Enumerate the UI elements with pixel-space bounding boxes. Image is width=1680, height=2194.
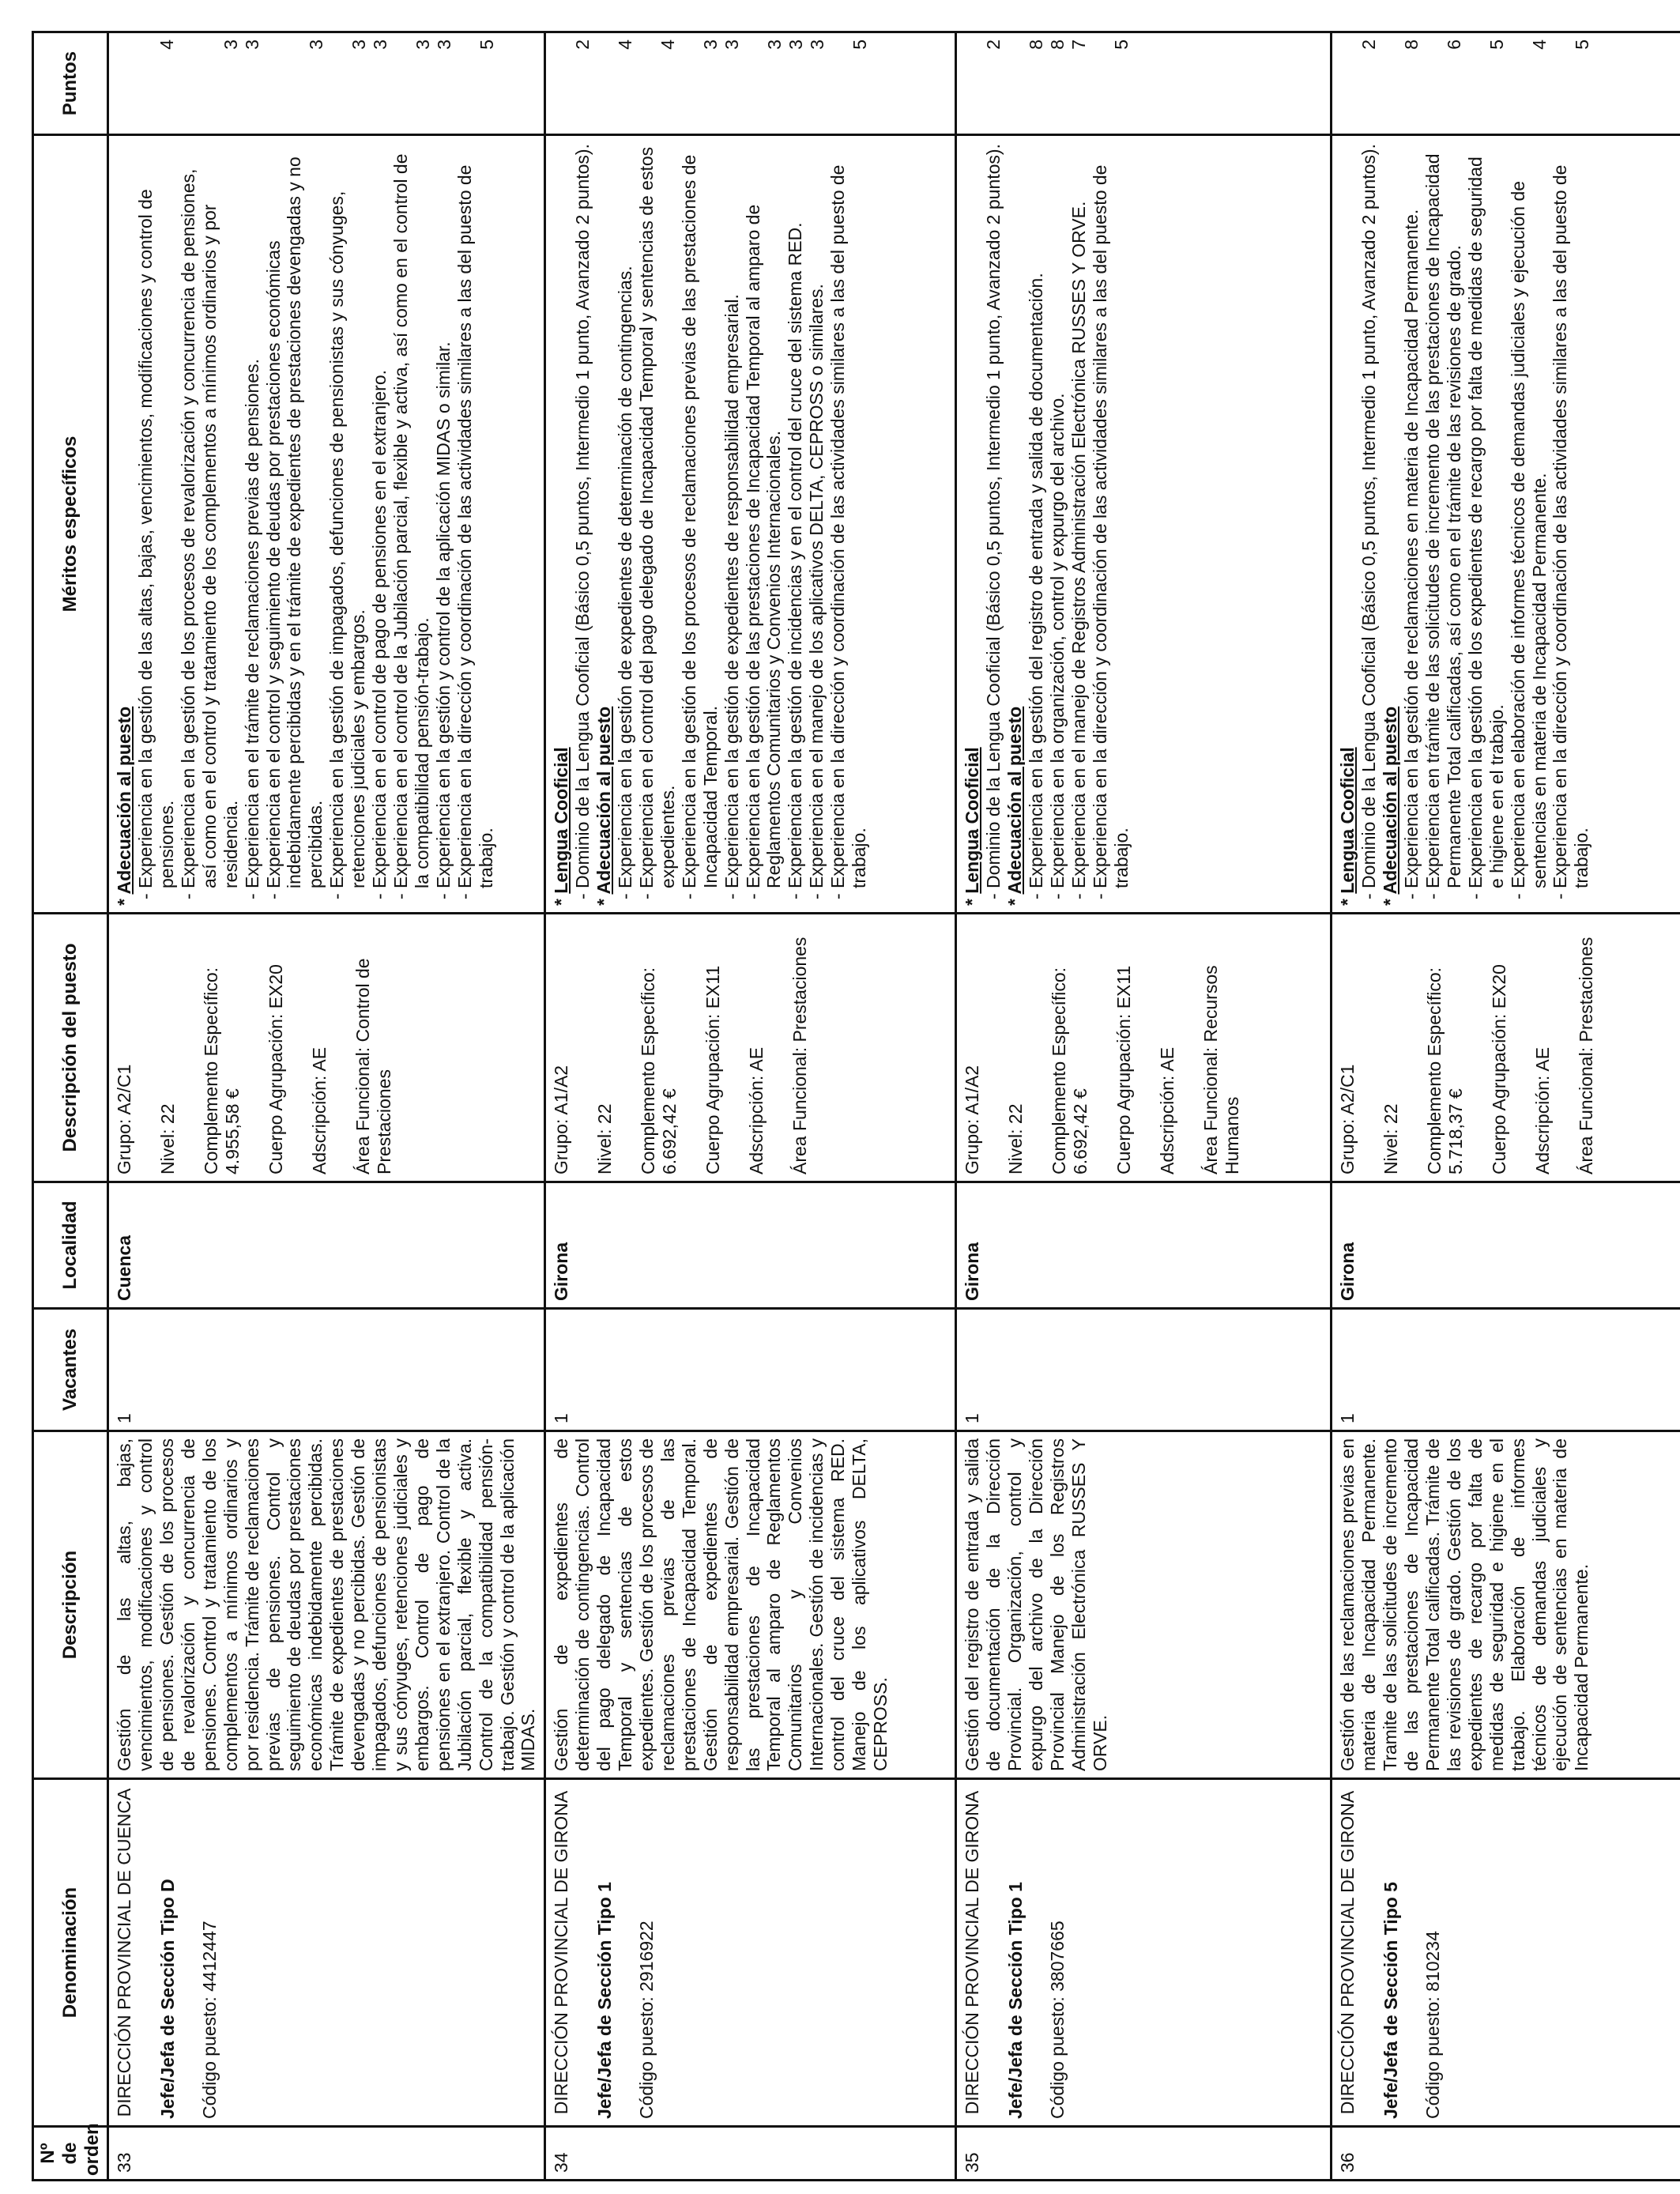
merit-text: Dominio de la Lengua Cooficial (Básico 0,5 puntos, Intermedio 1 punto, Avanzado 2 puntos).: [572, 144, 593, 888]
merit-points: 3: [306, 40, 327, 50]
merit-points: 4: [1529, 40, 1550, 50]
merit-points: 2: [1358, 40, 1380, 50]
merit-points: 6: [1444, 40, 1465, 50]
merit-text: Experiencia en la gestión y control de la aplicación MIDAS o similar.: [432, 341, 454, 888]
merit-text: Experiencia en la gestión de expedientes de determinación de contingencias.: [615, 266, 636, 888]
locality-cell: Cuenca: [108, 1182, 545, 1309]
merit-item: [1401, 142, 1422, 906]
merit-text: Experiencia en la organización, control y expurgo del archivo.: [1046, 393, 1068, 888]
bullet-dash: -: [1401, 888, 1422, 899]
merit-text: Experiencia en el control del pago delegado de Incapacidad Temporal y sentencias de estos expedientes.: [635, 146, 678, 888]
department-name: DIRECCIÓN PROVINCIAL DE GIRONA: [962, 1790, 983, 2115]
merit-points: 3: [434, 40, 455, 50]
merit-points: 3: [242, 40, 263, 50]
position-title: Jefe/Jefa de Sección Tipo D: [157, 1879, 179, 2119]
bullet-star: *: [551, 893, 572, 906]
bullet-dash: -: [177, 888, 198, 899]
position-detail: Nivel: 22: [594, 1103, 616, 1174]
position-detail: Grupo: A1/A2: [551, 1065, 572, 1174]
merit-heading-label: Adecuación al puesto: [1380, 706, 1401, 895]
merit-points: 5: [1111, 40, 1132, 50]
merit-text: Experiencia en la gestión de las prestaciones de Incapacidad Temporal al amparo de Reglamentos Comunitarios y Convenios Internacionales.: [742, 204, 785, 888]
bullet-dash: -: [678, 888, 699, 899]
position-detail: Cuerpo Agrupación: EX20: [1488, 964, 1509, 1174]
position-detail: Grupo: A1/A2: [962, 1065, 983, 1174]
merit-heading-label: Lengua Cooficial: [962, 747, 983, 894]
merit-text: Experiencia en la dirección y coordinación de las actividades similares a las del puesto de trabajo.: [827, 164, 870, 888]
position-details-cell: [108, 914, 545, 1182]
merit-item: [326, 142, 369, 906]
denominacion-cell: [108, 1779, 545, 2127]
merit-heading: [962, 142, 983, 906]
merit-text: Dominio de la Lengua Cooficial (Básico 0,5 puntos, Intermedio 1 punto, Avanzado 2 puntos).: [1358, 144, 1380, 888]
merit-points: 3: [700, 40, 721, 50]
table-row: [956, 32, 1332, 2181]
bullet-dash: -: [1507, 888, 1528, 899]
merit-item: [369, 142, 390, 906]
merit-item: [743, 142, 785, 906]
merit-item: [572, 142, 593, 906]
merit-points: 3: [721, 40, 743, 50]
merit-item: [1068, 142, 1090, 906]
merit-item: [454, 142, 497, 906]
bullet-star: *: [114, 894, 135, 906]
bullet-dash: -: [983, 888, 1004, 899]
position-detail: Cuerpo Agrupación: EX11: [1113, 965, 1134, 1174]
bullet-star: *: [1337, 893, 1358, 906]
description-cell: Gestión de expedientes de determinación de contingencias. Control del pago delegado de Incapacidad Temporal y sentencias de estos expedientes. Gestión de los procesos de reclamaciones previas de las prestaciones de Incapacidad Temporal. Gestión de expedientes de responsabilidad empresarial. Gestión de las prestaciones de Incapacidad Temporal al amparo de Reglamentos Comunitarios y Convenios Internacionales. Gestión de incidencias y control del cruce del sistema RED. Manejo de los aplicativos DELTA, CEPROSS.: [545, 1431, 956, 1779]
position-detail: Complemento Específico: 6.692,42 €: [638, 967, 680, 1174]
merit-points: 8: [1026, 40, 1047, 50]
merit-points: [1337, 40, 1358, 127]
vacancies-cell: 1: [545, 1309, 956, 1431]
bullet-dash: -: [1026, 888, 1047, 899]
merit-points: [593, 40, 615, 127]
row-number: 36: [1332, 2127, 1680, 2181]
denominacion-cell: [956, 1779, 1332, 2127]
position-details-cell: [1332, 914, 1680, 1182]
bullet-dash: -: [326, 888, 348, 899]
merit-item: [1358, 142, 1380, 906]
position-detail: Adscripción: AE: [745, 1046, 767, 1174]
position-detail: Adscripción: AE: [308, 1046, 330, 1174]
merit-text: Experiencia en la gestión de reclamaciones en materia de Incapacidad Permanente.: [1401, 209, 1422, 888]
bullet-star: *: [593, 894, 615, 906]
merit-points: 3: [785, 40, 807, 50]
merit-heading: [1337, 142, 1358, 906]
position-detail: Grupo: A2/C1: [1337, 1064, 1358, 1174]
merit-points: 3: [220, 40, 242, 50]
position-code: Código puesto: 3807665: [1047, 1921, 1068, 2119]
row-number: 34: [545, 2127, 956, 2181]
bullet-dash: -: [369, 888, 390, 899]
bullet-dash: -: [390, 888, 412, 899]
position-detail: Nivel: 22: [1005, 1103, 1026, 1174]
header-vacantes: Vacantes: [33, 1309, 108, 1431]
position-code: Código puesto: 4412447: [199, 1921, 220, 2119]
points-cell: [1332, 32, 1680, 135]
description-cell: Gestión de las reclamaciones previas en materia de Incapacidad Permanente. Tramite de las solicitudes de incremento de las prestaciones de Incapacidad Permanente Total calificadas. Trámite de las revisiones de grado. Gestión de los expedientes de recargo por falta de medidas de seguridad e higiene en el trabajo. Elaboración de informes técnicos de demandas judiciales y ejecución de sentencias en materia de Incapacidad Permanente.: [1332, 1431, 1680, 1779]
merit-heading-label: Lengua Cooficial: [551, 747, 572, 894]
position-detail: Adscripción: AE: [1531, 1046, 1553, 1174]
merit-points: [114, 40, 135, 127]
merit-points: 5: [1572, 40, 1593, 50]
denominacion-cell: [1332, 1779, 1680, 2127]
bullet-dash: -: [785, 888, 806, 899]
department-name: DIRECCIÓN PROVINCIAL DE GIRONA: [551, 1790, 572, 2115]
merit-points: 5: [477, 40, 498, 50]
merit-item: [785, 142, 806, 906]
description-cell: Gestión del registro de entrada y salida de documentación de la Dirección Provincial. Organización, control y expurgo del archivo de la Dirección Provincial Manejo de los Registros Administración Electrónica RUSSES Y ORVE.: [956, 1431, 1332, 1779]
merit-text: Experiencia en la gestión de los procesos de reclamaciones previas de las prestaciones de Incapacidad Temporal.: [678, 154, 721, 888]
merit-text: Experiencia en elaboración de informes técnicos de demandas judiciales y ejecución de sentencias en materia de Incapacidad Permanente.: [1507, 180, 1550, 888]
points-cell: [545, 32, 956, 135]
vacancies-cell: 1: [108, 1309, 545, 1431]
merit-text: Experiencia en la dirección y coordinación de las actividades similares a las del puesto de trabajo.: [1550, 164, 1592, 888]
bullet-dash: -: [1550, 888, 1571, 899]
locality-cell: Girona: [545, 1182, 956, 1309]
merit-points: 5: [1486, 40, 1508, 50]
bullet-dash: -: [1358, 888, 1380, 899]
merit-heading: [551, 142, 572, 906]
position-code: Código puesto: 810234: [1422, 1931, 1444, 2119]
table-body: [108, 32, 1680, 2181]
merit-text: Experiencia en la gestión de incidencias y en el control del cruce del sistema RED.: [785, 222, 806, 888]
merit-points: 5: [849, 40, 871, 50]
position-detail: Cuerpo Agrupación: EX11: [702, 965, 723, 1174]
merits-cell: [545, 135, 956, 914]
header-puntos: Puntos: [33, 32, 108, 135]
merit-item: [636, 142, 679, 906]
bullet-dash: -: [1089, 888, 1110, 899]
department-name: DIRECCIÓN PROVINCIAL DE GIRONA: [1337, 1790, 1358, 2115]
position-detail: Complemento Específico: 5.718,37 €: [1424, 967, 1467, 1174]
merit-text: Experiencia en la dirección y coordinación de las actividades similares a las del puesto de trabajo.: [454, 164, 496, 888]
merit-heading: [114, 142, 135, 906]
rotated-document-page: [32, 33, 1664, 2181]
bullet-dash: -: [572, 888, 593, 899]
merit-points: 8: [1047, 40, 1068, 50]
points-cell: [956, 32, 1332, 135]
merit-text: Experiencia en la gestión de expedientes de responsabilidad empresarial.: [721, 294, 742, 888]
header-orden: Nº de orden: [33, 2127, 108, 2181]
denominacion-cell: [545, 1779, 956, 2127]
position-detail: Nivel: 22: [1381, 1103, 1402, 1174]
merit-item: [827, 142, 870, 906]
merit-points: 3: [348, 40, 370, 50]
merit-text: Experiencia en el control de la Jubilación parcial, flexible y activa, así como en el control de la compatibilidad pensión-trabajo.: [390, 153, 432, 888]
merit-item: [1508, 142, 1550, 906]
merit-item: [1090, 142, 1132, 906]
merit-text: Experiencia en el manejo de Registros Administración Electrónica RUSSES Y ORVE.: [1068, 201, 1089, 888]
bullet-star: *: [1004, 894, 1026, 906]
merit-text: Experiencia en la gestión de los expedientes de recargo por falta de medidas de seguridad e higiene en el trabajo.: [1464, 156, 1507, 888]
header-row: [33, 32, 108, 2181]
position-detail: Complemento Específico: 4.955,58 €: [201, 967, 243, 1174]
merits-cell: [1332, 135, 1680, 914]
merit-points: [962, 40, 983, 127]
merit-item: [433, 142, 454, 906]
row-number: 35: [956, 2127, 1332, 2181]
merit-heading-label: Lengua Cooficial: [1337, 747, 1358, 894]
merit-item: [178, 142, 242, 906]
merit-item: [1047, 142, 1068, 906]
merit-text: Experiencia en la gestión de los procesos de revalorización y concurrencia de pensiones, así como en el control y tratamiento de los complementos a mínimos ordinarios y por residencia.: [177, 168, 241, 888]
row-number: 33: [108, 2127, 545, 2181]
merit-heading: [1004, 142, 1026, 906]
merit-item: [242, 142, 263, 906]
merit-text: Experiencia en la gestión de las altas, bajas, vencimientos, modificaciones y control de pensiones.: [135, 189, 178, 888]
department-name: DIRECCIÓN PROVINCIAL DE CUENCA: [114, 1788, 135, 2117]
table-row: [1332, 32, 1680, 2181]
position-detail: Área Funcional: Control de Prestaciones: [352, 958, 394, 1174]
merit-item: [679, 142, 721, 906]
table-row: [545, 32, 956, 2181]
merit-points: 4: [657, 40, 679, 50]
merit-points: 3: [764, 40, 785, 50]
merit-points: 4: [615, 40, 636, 50]
merits-cell: [956, 135, 1332, 914]
merit-heading-label: Adecuación al puesto: [114, 706, 135, 895]
bullet-dash: -: [1068, 888, 1089, 899]
bullet-dash: -: [806, 888, 827, 899]
bullet-dash: -: [135, 888, 156, 899]
merit-heading: [1380, 142, 1401, 906]
bullet-dash: -: [454, 888, 475, 899]
merit-points: 2: [983, 40, 1004, 50]
header-descripcion-puesto: Descripción del puesto: [33, 914, 108, 1182]
job-positions-table: [32, 31, 1680, 2181]
locality-cell: Girona: [1332, 1182, 1680, 1309]
merits-cell: [108, 135, 545, 914]
merit-points: 8: [1401, 40, 1422, 50]
vacancies-cell: 1: [1332, 1309, 1680, 1431]
merit-text: Experiencia en el manejo de los aplicativos DELTA, CEPROSS o similares.: [806, 284, 827, 888]
merit-item: [263, 142, 327, 906]
merit-item: [615, 142, 636, 906]
merit-text: Experiencia en el trámite de reclamaciones previas de pensiones.: [241, 359, 262, 888]
merit-item: [1550, 142, 1592, 906]
position-detail: Complemento Específico: 6.692,42 €: [1049, 967, 1091, 1174]
merit-text: Dominio de la Lengua Cooficial (Básico 0,5 puntos, Intermedio 1 punto, Avanzado 2 puntos).: [983, 144, 1004, 888]
position-title: Jefe/Jefa de Sección Tipo 5: [1381, 1882, 1402, 2119]
merit-text: Experiencia en la gestión de impagados, defunciones de pensionistas y sus cónyuges, retenciones judiciales y embargos.: [326, 190, 369, 888]
header-descripcion: Descripción: [33, 1431, 108, 1779]
bullet-dash: -: [262, 888, 284, 899]
description-cell: Gestión de las altas, bajas, vencimientos, modificaciones y control de pensiones. Gestión de los procesos de revalorización y concurrencia de pensiones. Control y tratamiento de los complementos a mínimos ordinarios y por residencia. Trámite de reclamaciones previas de pensiones. Control y seguimiento de deudas por prestaciones económicas indebidamente percibidas. Trámite de expedientes de prestaciones devengadas y no percibidas. Gestión de impagados, defunciones de pensionistas y sus cónyuges, retenciones judiciales y embargos. Control de pago de pensiones en el extranjero. Control de la Jubilación parcial, flexible y activa. Control de la compatibilidad pensión- trabajo. Gestión y control de la aplicación MIDAS.: [108, 1431, 545, 1779]
merit-points: 3: [807, 40, 828, 50]
vacancies-cell: 1: [956, 1309, 1332, 1431]
bullet-dash: -: [241, 888, 262, 899]
position-details-cell: [956, 914, 1332, 1182]
header-meritos: Méritos específicos: [33, 135, 108, 914]
merit-heading-label: Adecuación al puesto: [593, 706, 615, 895]
merit-item: [1026, 142, 1047, 906]
merit-item: [983, 142, 1004, 906]
merit-points: [1380, 40, 1401, 127]
position-detail: Nivel: 22: [157, 1103, 179, 1174]
bullet-dash: -: [827, 888, 849, 899]
merit-text: Experiencia en trámite de las solicitudes de incremento de las prestaciones de Incapacidad Permanente Total calificadas, así como en el trámite de las revisiones de grado.: [1422, 153, 1464, 888]
merit-points: [551, 40, 572, 127]
merit-text: Experiencia en la dirección y coordinación de las actividades similares a las del puesto de trabajo.: [1089, 164, 1132, 888]
bullet-star: *: [962, 893, 983, 906]
merit-item: [806, 142, 827, 906]
merit-heading-label: Adecuación al puesto: [1004, 706, 1026, 895]
position-detail: Área Funcional: Prestaciones: [789, 937, 810, 1174]
merit-points: 7: [1068, 40, 1090, 50]
position-detail: Grupo: A2/C1: [114, 1064, 135, 1174]
bullet-dash: -: [1046, 888, 1068, 899]
position-detail: Cuerpo Agrupación: EX20: [265, 964, 286, 1174]
merit-points: 3: [370, 40, 391, 50]
merit-points: [1004, 40, 1026, 127]
merit-points: 4: [156, 40, 178, 50]
bullet-dash: -: [635, 888, 657, 899]
bullet-star: *: [1380, 894, 1401, 906]
merit-item: [135, 142, 178, 906]
merit-item: [1422, 142, 1465, 906]
position-title: Jefe/Jefa de Sección Tipo 1: [1005, 1882, 1026, 2119]
position-detail: Área Funcional: Recursos Humanos: [1200, 965, 1242, 1174]
bullet-dash: -: [742, 888, 763, 899]
merit-text: Experiencia en el control y seguimiento de deudas por prestaciones económicas indebidamente percibidas y en el trámite de expedientes de prestaciones devengadas y no percibidas.: [262, 156, 326, 888]
merit-points: 3: [412, 40, 434, 50]
position-code: Código puesto: 2916922: [636, 1921, 657, 2119]
header-localidad: Localidad: [33, 1182, 108, 1309]
merit-item: [1465, 142, 1508, 906]
header-denominacion: Denominación: [33, 1779, 108, 2127]
table-row: [108, 32, 545, 2181]
position-detail: Área Funcional: Prestaciones: [1575, 937, 1596, 1174]
merit-item: [721, 142, 743, 906]
merit-item: [390, 142, 433, 906]
bullet-dash: -: [721, 888, 742, 899]
bullet-dash: -: [432, 888, 454, 899]
merit-text: Experiencia en el control de pago de pensiones en el extranjero.: [369, 369, 390, 888]
merit-heading: [593, 142, 615, 906]
position-details-cell: [545, 914, 956, 1182]
points-cell: [108, 32, 545, 135]
merit-text: Experiencia en la gestión del registro de entrada y salida de documentación.: [1026, 273, 1047, 888]
merit-points: 2: [572, 40, 593, 50]
bullet-dash: -: [615, 888, 636, 899]
locality-cell: Girona: [956, 1182, 1332, 1309]
position-detail: Adscripción: AE: [1156, 1046, 1177, 1174]
bullet-dash: -: [1464, 888, 1486, 899]
bullet-dash: -: [1422, 888, 1443, 899]
position-title: Jefe/Jefa de Sección Tipo 1: [594, 1882, 616, 2119]
